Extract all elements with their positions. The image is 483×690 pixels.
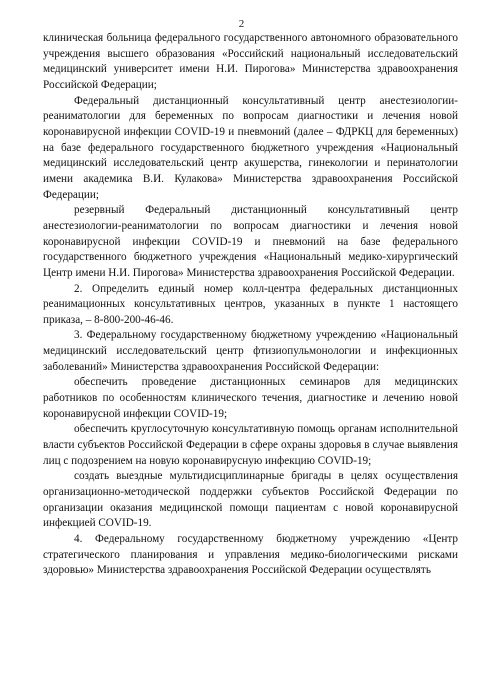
document-body: [43, 31, 458, 579]
paragraph-9: 4. Федеральному государственному бюджетному учреждению «Центр стратегического планирования и управления медико-биологическими рисками здоровью» Министерства здравоохранения Российской Федерации осуществлять: [43, 533, 458, 577]
paragraph-2: Федеральный дистанционный консультативный центр анестезиологии-реаниматологии для беременных по вопросам диагностики и лечения новой коронавирусной инфекции COVID-19 и пневмоний (далее – ФДРКЦ для беременных) на базе федерального государственного бюджетного учреждения «Национальный медицинский исследовательский центр акушерства, гинекологии и перинатологии имени академика В.И. Кулакова» Министерства здравоохранения Российской Федерации;: [43, 94, 458, 201]
paragraph-6: обеспечить проведение дистанционных семинаров для медицинских работников по особенностям клинического течения, диагностике и лечению новой коронавирусной инфекции COVID-19;: [43, 376, 458, 420]
paragraph-5: 3. Федеральному государственному бюджетному учреждению «Национальный медицинский исследовательский центр фтизиопульмонологии и инфекционных заболеваний» Министерства здравоохранения Российской Федерации:: [43, 329, 458, 373]
paragraph-8: создать выездные мультидисциплинарные бригады в целях осуществления организационно-методической поддержки субъектов Российской Федерации по организации оказания медицинской помощи пациентам с новой коронавирусной инфекцией COVID-19.: [43, 470, 458, 530]
paragraph-1: клиническая больница федерального государственного автономного образовательного учреждения высшего образования «Российский национальный исследовательский медицинский университет имени Н.И. Пирогова» Министерства здравоохранения Российской Федерации;: [43, 32, 458, 91]
page-number: 2: [238, 18, 245, 30]
paragraph-4: 2. Определить единый номер колл-центра федеральных дистанционных реанимационных консультативных центров, указанных в пункте 1 настоящего приказа, – 8-800-200-46-46.: [43, 282, 458, 326]
paragraph-3: резервный Федеральный дистанционный консультативный центр анестезиологии-реаниматологии по вопросам диагностики и лечения новой коронавирусной инфекции COVID-19 и пневмоний на базе федерального государственного бюджетного учреждения «Национальный медико-хирургический Центр имени Н.И. Пирогова» Министерства здравоохранения Российской Федерации.: [43, 204, 458, 279]
paragraph-7: обеспечить круглосуточную консультативную помощь органам исполнительной власти субъектов Российской Федерации в сфере охраны здоровья в случае выявления лиц с подозрением на новую коронавирусную инфекцию COVID-19;: [43, 423, 458, 467]
